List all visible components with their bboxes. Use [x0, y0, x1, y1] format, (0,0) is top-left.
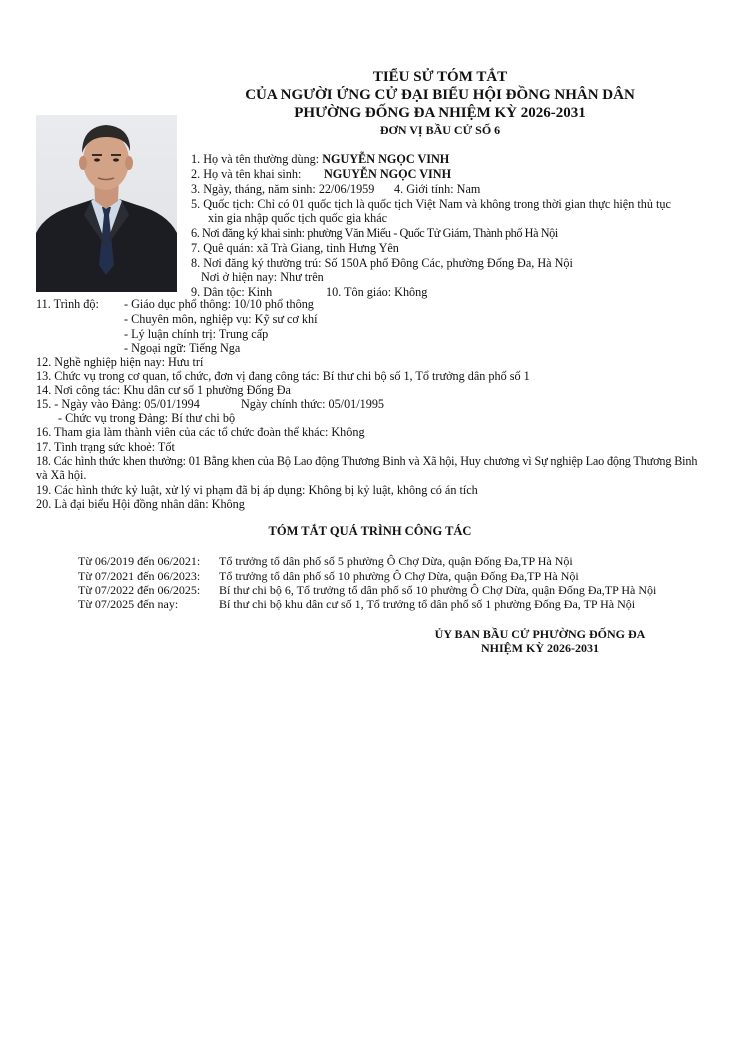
field-permanent-residence: 8. Nơi đăng ký thường trú: Số 150A phố Đông Các, phường Đống Đa, Hà Nội	[191, 256, 573, 270]
field-hometown: 7. Quê quán: xã Trà Giang, tỉnh Hưng Yên	[191, 241, 399, 255]
field-awards-cont: và Xã hội.	[36, 468, 87, 482]
field-nationality: 5. Quốc tịch: Chỉ có 01 quốc tịch là quốc tịch Việt Nam và không trong thời gian thực hiện thủ tục	[191, 197, 671, 211]
doc-title: TIỂU SỬ TÓM TẮT	[372, 69, 508, 85]
field-position: 13. Chức vụ trong cơ quan, tổ chức, đơn vị đang công tác: Bí thư chi bộ số 1, Tổ trưởng dân phố số 1	[36, 369, 530, 383]
education-item: - Giáo dục phổ thông: 10/10 phổ thông	[124, 297, 314, 311]
field-nationality-cont: xin gia nhập quốc tịch quốc gia khác	[208, 211, 388, 225]
work-description: Tổ trưởng tổ dân phố số 10 phường Ô Chợ Dừa, quận Đống Đa,TP Hà Nội	[219, 569, 579, 583]
field-ethnicity: 9. Dân tộc: Kinh	[191, 285, 273, 299]
field-organizations: 16. Tham gia làm thành viên của các tổ chức đoàn thể khác: Không	[36, 425, 365, 439]
work-period: Từ 07/2025 đến nay:	[78, 597, 179, 611]
education-item: - Lý luận chính trị: Trung cấp	[124, 327, 269, 341]
work-period: Từ 07/2021 đến 06/2023:	[78, 569, 201, 583]
field-awards: 18. Các hình thức khen thưởng: 01 Bằng khen của Bộ Lao động Thương Binh và Xã hội, Huy chương vì Sự nghiệp Lao động Thương Binh	[36, 454, 698, 468]
education-item: - Chuyên môn, nghiệp vụ: Kỹ sư cơ khí	[124, 312, 318, 326]
education-item: - Ngoại ngữ: Tiếng Nga	[124, 341, 241, 355]
signature-term: NHIỆM KỲ 2026-2031	[481, 641, 599, 655]
work-period: Từ 07/2022 đến 06/2025:	[78, 583, 201, 597]
doc-subtitle: CỦA NGƯỜI ỨNG CỬ ĐẠI BIỂU HỘI ĐỒNG NHÂN DÂN	[245, 87, 635, 103]
work-history-title: TÓM TẮT QUÁ TRÌNH CÔNG TÁC	[268, 524, 472, 538]
field-current-residence: Nơi ở hiện nay: Như trên	[201, 270, 324, 284]
field-religion: 10. Tôn giáo: Không	[326, 285, 428, 299]
field-party-join-date: 15. - Ngày vào Đảng: 05/01/1994	[36, 397, 200, 411]
field-party-position: - Chức vụ trong Đảng: Bí thư chi bộ	[58, 411, 236, 425]
work-description: Bí thư chi bộ khu dân cư số 1, Tổ trưởng tổ dân phố số 1 phường Đống Đa, TP Hà Nội	[219, 597, 636, 611]
candidate-portrait	[36, 115, 177, 292]
field-common-name	[191, 152, 449, 167]
field-label: 1. Họ và tên thường dùng:	[191, 152, 323, 166]
field-birth-name-label: 2. Họ và tên khai sinh:	[191, 167, 302, 181]
field-value: NGUYỄN NGỌC VINH	[322, 152, 450, 166]
electoral-unit: ĐƠN VỊ BẦU CỬ SỐ 6	[379, 123, 501, 137]
work-description: Tổ trưởng tổ dân phố số 5 phường Ô Chợ Dừa, quận Đống Đa,TP Hà Nội	[219, 554, 573, 568]
signature-committee: ỦY BAN BẦU CỬ PHƯỜNG ĐỐNG ĐA	[434, 627, 646, 641]
field-education-label: 11. Trình độ:	[36, 297, 99, 311]
field-birth-registration: 6. Nơi đăng ký khai sinh: phường Văn Miếu - Quốc Tử Giám, Thành phố Hà Nội	[191, 226, 558, 240]
field-discipline: 19. Các hình thức kỷ luật, xử lý vi phạm đã bị áp dụng: Không bị kỷ luật, không có án tích	[36, 483, 478, 497]
field-birth-name-value: NGUYỄN NGỌC VINH	[324, 167, 452, 181]
work-period: Từ 06/2019 đến 06/2021:	[78, 554, 201, 568]
field-dob: 3. Ngày, tháng, năm sinh: 22/06/1959	[191, 182, 375, 196]
doc-subtitle-ward: PHƯỜNG ĐỐNG ĐA NHIỆM KỲ 2026-2031	[294, 105, 586, 121]
field-health: 17. Tình trạng sức khoẻ: Tốt	[36, 440, 175, 454]
field-occupation: 12. Nghề nghiệp hiện nay: Hưu trí	[36, 355, 204, 369]
field-workplace: 14. Nơi công tác: Khu dân cư số 1 phường Đống Đa	[36, 383, 291, 397]
work-description: Bí thư chi bộ 6, Tổ trưởng tổ dân phố số 10 phường Ô Chợ Dừa, quận Đống Đa,TP Hà Nội	[219, 583, 657, 597]
field-party-official-date: Ngày chính thức: 05/01/1995	[241, 397, 385, 411]
field-gender: 4. Giới tính: Nam	[394, 182, 481, 196]
field-council-member: 20. Là đại biểu Hội đồng nhân dân: Không	[36, 497, 245, 511]
